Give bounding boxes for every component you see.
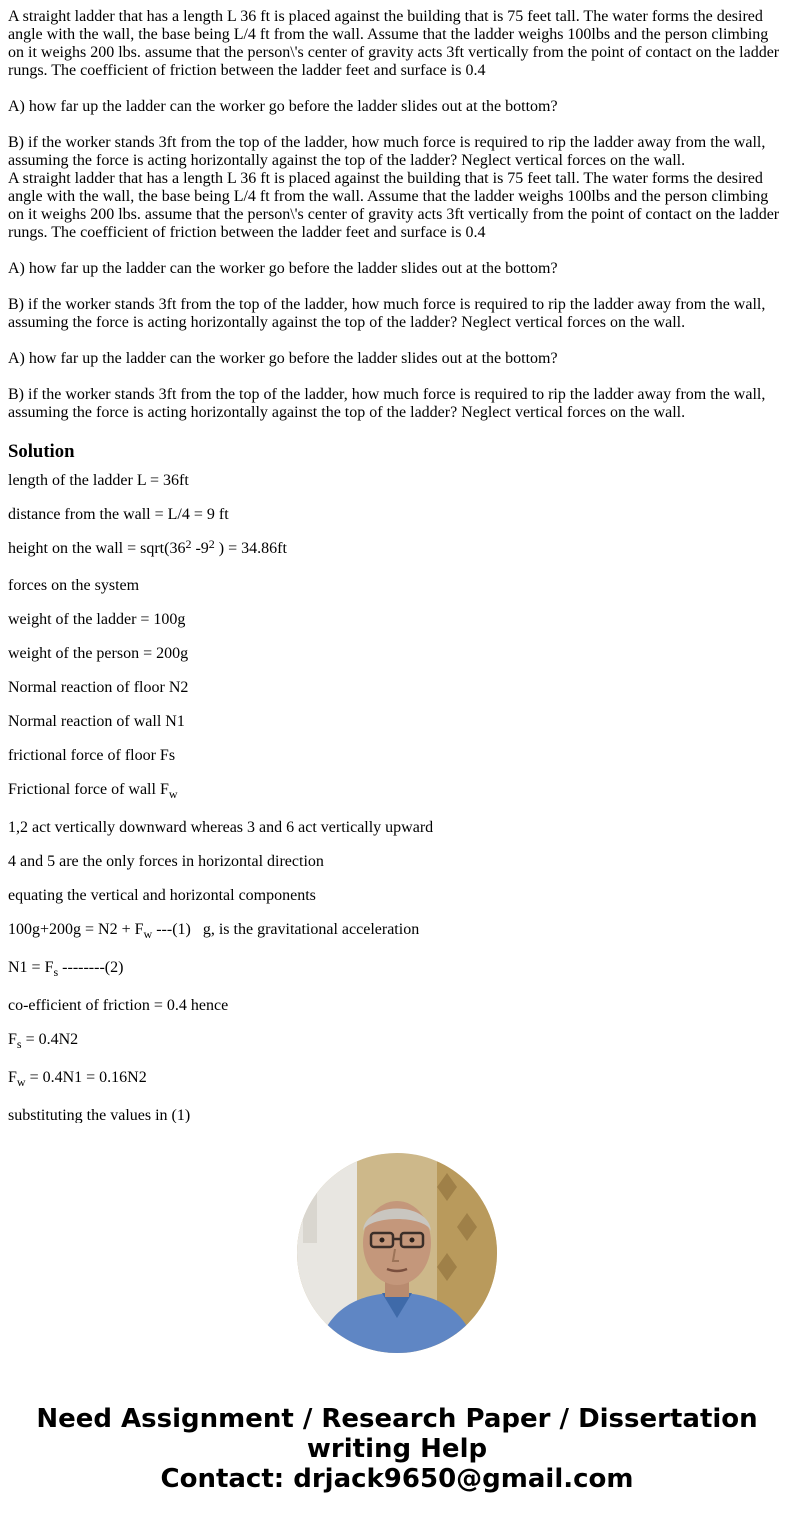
question-part-a-repeat: A) how far up the ladder can the worker go before the ladder slides out at the bottom? [8, 260, 558, 277]
step-text: height on the wall = sqrt(36 [8, 540, 186, 557]
solution-steps [8, 472, 786, 1123]
solution-step: 1,2 act vertically downward whereas 3 and 6 act vertically upward [8, 819, 434, 836]
question-part-b-repeat: B) if the worker stands 3ft from the top of the ladder, how much force is required to rip the ladder away from the wall, assuming the force is acting horizontally against the top of the ladder? Neglect vertical forces on the wall. [8, 296, 766, 331]
solution-step: weight of the person = 200g [8, 645, 189, 662]
question-text [8, 8, 786, 422]
step-text: -9 [191, 540, 209, 557]
solution-heading: Solution [8, 441, 75, 462]
solution-step [8, 921, 786, 939]
subscript: s [53, 965, 59, 979]
footer-banner [0, 1404, 794, 1494]
solution-step: weight of the ladder = 100g [8, 611, 186, 628]
question-part-a-repeat-2: A) how far up the ladder can the worker go before the ladder slides out at the bottom? [8, 350, 558, 367]
question-part-a: A) how far up the ladder can the worker go before the ladder slides out at the bottom? [8, 98, 558, 115]
solution-step: frictional force of floor Fs [8, 747, 176, 764]
solution-step [8, 959, 786, 977]
solution-step [8, 1031, 786, 1049]
step-text: N1 = F [8, 959, 54, 976]
author-portrait-icon [297, 1153, 497, 1353]
step-text: --------(2) [58, 959, 124, 976]
subscript: s [16, 1037, 22, 1051]
step-text: 100g+200g = N2 + F [8, 921, 144, 938]
step-text: F [8, 1031, 17, 1048]
solution-step: distance from the wall = L/4 = 9 ft [8, 506, 229, 523]
solution-step [8, 781, 786, 799]
step-text: ---(1) g, is the gravitational acceleration [152, 921, 420, 938]
superscript: 2 [185, 537, 192, 551]
solution-step: co-efficient of friction = 0.4 hence [8, 997, 229, 1014]
solution-step: substituting the values in (1) [8, 1107, 191, 1123]
question-part-b: B) if the worker stands 3ft from the top of the ladder, how much force is required to rip the ladder away from the wall, assuming the force is acting horizontally against the top of the ladder? Neglect vertical forces on the wall. [8, 134, 766, 169]
question-paragraph: A straight ladder that has a length L 36 ft is placed against the building that is 75 feet tall. The water forms the desired angle with the wall, the base being L/4 ft from the wall. Assume that the ladder weighs 100lbs and the person climbing on it weighs 200 lbs. assume that the person\'s center of gravity acts 3ft vertically from the point of contact on the ladder rungs. The coefficient of friction between the ladder feet and surface is 0.4 [8, 8, 780, 79]
step-text: = 0.4N2 [21, 1031, 79, 1048]
solution-step [8, 1069, 786, 1087]
step-text: F [8, 1069, 17, 1086]
footer-line: Need Assignment / Research Paper / Dissertation [36, 1404, 758, 1434]
step-text: Frictional force of wall F [8, 781, 169, 798]
question-part-b-repeat-2: B) if the worker stands 3ft from the top of the ladder, how much force is required to rip the ladder away from the wall, assuming the force is acting horizontally against the top of the ladder? Neglect vertical forces on the wall. [8, 386, 766, 421]
step-text: ) = 34.86ft [214, 540, 287, 557]
solution-step: Normal reaction of floor N2 [8, 679, 189, 696]
question-paragraph-repeat: A straight ladder that has a length L 36 ft is placed against the building that is 75 feet tall. The water forms the desired angle with the wall, the base being L/4 ft from the wall. Assume that the ladder weighs 100lbs and the person climbing on it weighs 200 lbs. assume that the person\'s center of gravity acts 3ft vertically from the point of contact on the ladder rungs. The coefficient of friction between the ladder feet and surface is 0.4 [8, 170, 780, 241]
step-text: = 0.4N1 = 0.16N2 [25, 1069, 147, 1086]
footer-line: writing Help [306, 1434, 488, 1464]
superscript: 2 [208, 537, 215, 551]
solution-step: forces on the system [8, 577, 140, 594]
avatar [297, 1153, 497, 1353]
subscript: w [16, 1075, 26, 1089]
solution-step: Normal reaction of wall N1 [8, 713, 185, 730]
solution-step: length of the ladder L = 36ft [8, 472, 189, 489]
solution-step: 4 and 5 are the only forces in horizontal direction [8, 853, 324, 870]
solution-step: equating the vertical and horizontal components [8, 887, 316, 904]
solution-step [8, 537, 786, 558]
subscript: w [143, 927, 153, 941]
subscript: w [168, 787, 178, 801]
footer-contact[interactable]: Contact: drjack9650@gmail.com [160, 1464, 634, 1494]
